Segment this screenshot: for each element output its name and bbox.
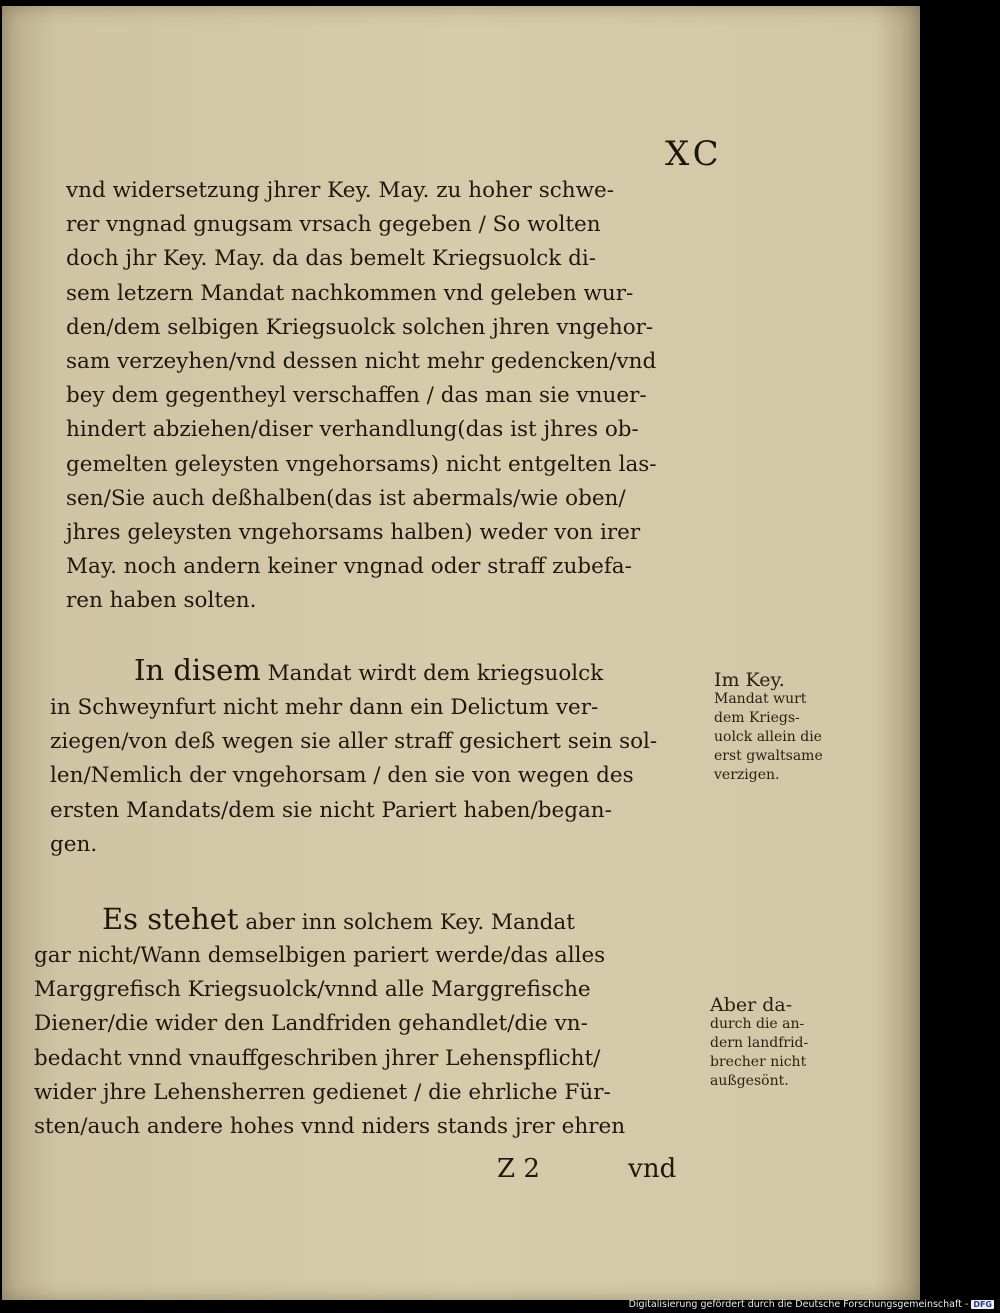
text-line: doch jhr Key. May. da das bemelt Kriegsuolck di- — [66, 246, 597, 272]
margin-note-line: dern landfrid- — [710, 1035, 809, 1051]
text-line: wider jhre Lehensherren gedienet / die ehrliche Für- — [34, 1079, 611, 1105]
dfg-logo-icon: DFG — [973, 1299, 992, 1309]
paragraph-2 — [50, 649, 657, 862]
text-line: hindert abziehen/diser verhandlung(das ist jhres ob- — [66, 417, 639, 443]
text-line: ersten Mandats/dem sie nicht Pariert haben/began- — [50, 797, 612, 823]
text-line: len/Nemlich der vngehorsam / den sie von wegen des — [50, 763, 634, 789]
text-line: ziegen/von deß wegen sie aller straff gesichert sein sol- — [50, 729, 658, 755]
text-line: gemelten geleysten vngehorsams) nicht entgelten las- — [66, 451, 657, 477]
text-line: bey dem gegentheyl verschaffen / das man sie vnuer- — [66, 383, 647, 409]
page-bottom-line — [497, 1154, 676, 1184]
paragraph-1 — [66, 174, 657, 618]
text-line: jhres geleysten vngehorsams halben) weder von irer — [66, 519, 641, 545]
text-line: vnd widersetzung jhrer Key. May. zu hoher schwe- — [66, 178, 615, 203]
text-line: Diener/die wider den Landfriden gehandlet/die vn- — [34, 1011, 588, 1037]
text-line: sem letzern Mandat nachkommen vnd geleben wur- — [66, 280, 634, 306]
margin-note-line: Mandat wurt — [714, 691, 807, 707]
text-line: Marggrefisch Kriegsuolck/vnnd alle Marggrefische — [34, 977, 591, 1003]
text-line: sten/auch andere hohes vnnd niders stands jrer ehren — [34, 1113, 626, 1139]
text-line: aber inn solchem Key. Mandat — [245, 910, 575, 935]
margin-note-line: Aber da- — [710, 994, 793, 1016]
margin-note-line: dem Kriegs- — [714, 710, 800, 726]
footer-text: Digitalisierung gefördert durch die Deutsche Forschungsgemeinschaft - — [628, 1298, 969, 1310]
paragraph-initial: Es stehet — [102, 902, 239, 936]
margin-note-line: erst gwaltsame — [714, 748, 823, 764]
text-line: May. noch andern keiner vngnad oder straff zubefa- — [66, 554, 632, 580]
margin-note-line: uolck allein die — [714, 729, 822, 745]
text-line: Mandat wirdt dem kriegsuolck — [267, 661, 604, 686]
margin-note-1 — [714, 671, 823, 785]
text-line: gen. — [50, 831, 98, 857]
signature-mark: Z 2 — [497, 1154, 540, 1184]
text-line: ren haben solten. — [66, 588, 257, 614]
margin-note-line: brecher nicht — [710, 1054, 807, 1070]
paragraph-3 — [34, 899, 625, 1144]
digitization-footer — [629, 1297, 994, 1311]
text-line-with-initial — [34, 899, 625, 939]
margin-note-line: verzigen. — [714, 767, 780, 783]
text-line: den/dem selbigen Kriegsuolck solchen jhren vngehor- — [66, 314, 654, 340]
text-line: sam verzeyhen/vnd dessen nicht mehr gedencken/vnd — [66, 348, 657, 374]
margin-note-line: Im Key. — [714, 669, 785, 691]
paragraph-initial: In disem — [134, 653, 261, 687]
text-line: sen/Sie auch deßhalben(das ist abermals/wie oben/ — [66, 485, 626, 511]
text-line: gar nicht/Wann demselbigen pariert werde/das alles — [34, 943, 606, 968]
folio-number: XC — [665, 134, 723, 174]
text-line: rer vngnad gnugsam vrsach gegeben / So wolten — [66, 212, 601, 238]
catchword: vnd — [628, 1154, 677, 1184]
margin-note-line: außgesönt. — [710, 1073, 789, 1089]
text-line: bedacht vnnd vnauffgeschriben jhrer Lehenspflicht/ — [34, 1045, 601, 1071]
book-page — [2, 6, 920, 1300]
margin-note-2 — [710, 996, 808, 1091]
text-line-with-initial — [50, 649, 657, 691]
margin-note-line: durch die an- — [710, 1016, 805, 1032]
text-line: in Schweynfurt nicht mehr dann ein Delictum ver- — [50, 695, 599, 720]
